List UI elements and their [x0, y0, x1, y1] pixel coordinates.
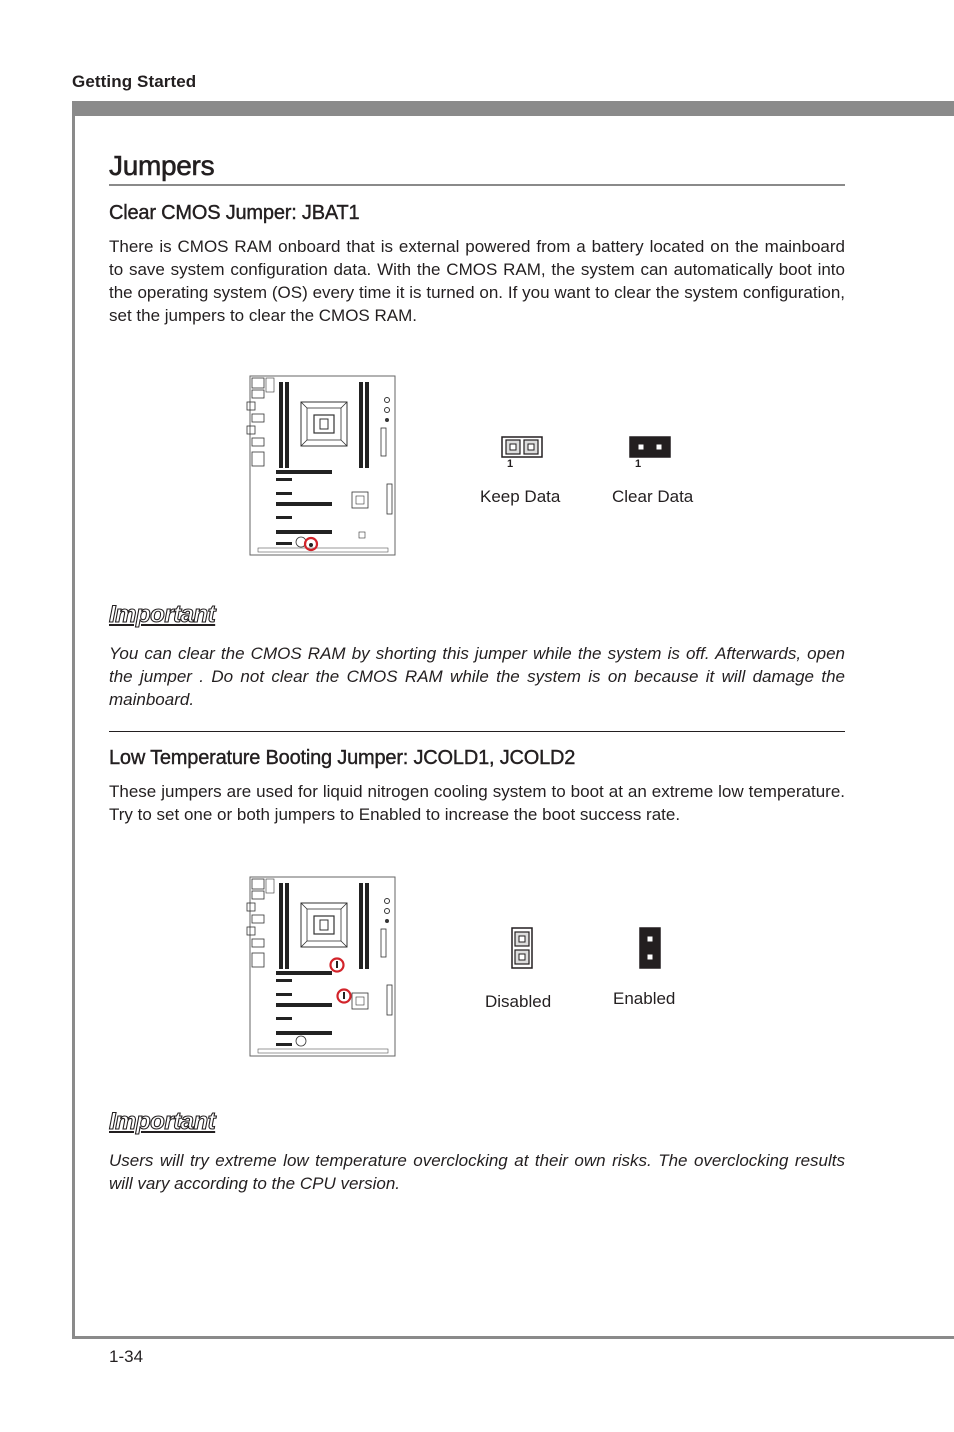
clear-pin-number: 1: [635, 458, 642, 470]
jumper-open-icon: [501, 436, 543, 458]
jumper-closed-icon: [629, 436, 671, 458]
enabled-label: Enabled: [613, 989, 676, 1008]
disabled-label: Disabled: [485, 992, 552, 1011]
header-bar: [72, 101, 954, 116]
keep-pin-number: 1: [507, 458, 514, 470]
section-header: Getting Started: [72, 72, 197, 91]
left-rule: [72, 101, 75, 1339]
keep-data-label: Keep Data: [480, 487, 561, 506]
page-title: Jumpers: [109, 150, 215, 181]
important-heading-1: Important: [109, 601, 216, 628]
jcold-description: These jumpers are used for liquid nitrogen cooling system to boot at an extreme low temperature. Try to set one or both jumpers to Enabled to increase the boot success rate.: [109, 782, 845, 824]
clear-data-label: Clear Data: [612, 487, 694, 506]
jumper-disabled-icon: [511, 927, 533, 969]
page-number: 1-34: [109, 1347, 144, 1366]
jcold-heading: Low Temperature Booting Jumper: JCOLD1, JCOLD2: [109, 747, 576, 769]
motherboard-diagram-jbat: [244, 374, 398, 558]
motherboard-diagram-jcold: [244, 875, 398, 1059]
important-note-1: You can clear the CMOS RAM by shorting this jumper while the system is off. Afterwards, open the jumper . Do not clear the CMOS RAM while the system is on because it will damage the mainboard.: [109, 644, 845, 709]
footer-rule: [72, 1336, 954, 1339]
section-divider: [109, 731, 845, 732]
jumper-enabled-icon: [639, 927, 661, 969]
important-heading-2: Important: [109, 1108, 216, 1135]
important-note-2: Users will try extreme low temperature overclocking at their own risks. The overclocking results will vary according to the CPU version.: [109, 1151, 845, 1193]
jbat-description: There is CMOS RAM onboard that is external powered from a battery located on the mainboard to save system configuration data. With the CMOS RAM, the system can automatically boot into the operating system (OS) every time it is turned on. If you want to clear the system configuration, set the jumpers to clear the CMOS RAM.: [109, 237, 845, 325]
title-divider: [109, 184, 845, 186]
jbat-heading: Clear CMOS Jumper: JBAT1: [109, 202, 360, 224]
